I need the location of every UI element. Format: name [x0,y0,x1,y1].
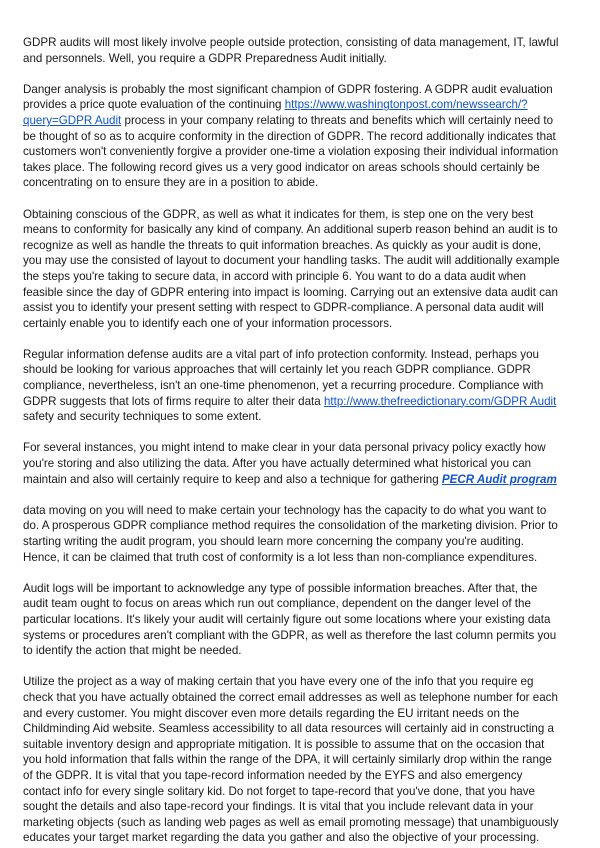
paragraph-text: process in your company relating to threats and benefits which will certainly need to be thought of so as to acquire conformity in the direction of GDPR. The record additionally indicates that customers won't conveniently forgive a provider one-time a violation exposing their individual information takes place. The following record gives us a very good indicator on areas schools should certainly be concentrating on to ensure they are in a position to abide. [23,113,559,190]
paragraph-text: For several instances, you might intend to make clear in your data personal privacy policy exactly how you're storing and also utilizing the data. After you have actually determined what historical you can maintain and also will certainly require to keep and also a technique for gathering [23,441,546,486]
paragraph-text: data moving on you will need to make certain your technology has the capacity to do what you want to do. A prosperous GDPR compliance method requires the consolidation of the marketing division. Prior to starting writing the audit program, you should learn more concerning the company you're auditing. Hence, it can be claimed that truth cost of conformity is a lot less than non-compliance expenditures. [23,503,558,564]
freedictionary-link[interactable]: http://www.thefreedictionary.com/GDPR Audit [323,394,557,408]
paragraph-5 [23,440,562,487]
paragraph-6 [23,503,562,565]
paragraph-text: GDPR audits will most likely involve people outside protection, consisting of data management, IT, lawful and personnels. Well, you require a GDPR Preparedness Audit initially. [23,36,559,65]
paragraph-4 [23,347,562,425]
washingtonpost-search-link[interactable]: https://www.washingtonpost.com/newssearch/?query=GDPR Audit [23,98,528,127]
paragraph-3 [23,207,562,332]
paragraph-text: Danger analysis is probably the most significant champion of GDPR fostering. A GDPR audit evaluation provides a price quote evaluation of the continuing [23,82,553,112]
paragraph-1 [23,35,562,66]
paragraph-7 [23,581,562,659]
paragraph-text: safety and security techniques to some extent. [23,410,262,424]
paragraph-2 [23,82,562,191]
paragraph-8 [23,674,562,846]
paragraph-text: Obtaining conscious of the GDPR, as well as what it indicates for them, is step one on the very best means to conformity for basically any kind of company. An additional superb reason behind an audit is to recognize as well as handle the threats to quit information breaches. As quickly as your audit is done, you may use the consisted of layout to document your handling tasks. The audit will additionally example the steps you're taking to secure data, in accord with principle 6. You want to do a data audit when feasible since the day of GDPR entering into impact is looming. Carrying out an extensive data audit can assist you to identify your present setting with respect to GDPR-compliance. A personal data audit will certainly enable you to identify each one of your information processors. [23,207,560,330]
paragraph-text: Utilize the project as a way of making certain that you have every one of the info that you require eg check that you have actually obtained the correct email addresses as well as telephone number for each and every customer. You might discover even more details regarding the EU irritant needs on the Childminding Aid website. Seamless accessibility to all data resources will certainly aid in constructing a suitable inventory design and appropriate mitigation. It is possible to assume that on the occasion that you hold information that falls within the range of the DPA, it will certainly similarly drop within the range of the GDPR. It is vital that you tape-record information needed by the EYFS and also emergency contact info for every single solitary kid. Do not forget to tape-record that you've done, that you have sought the details and also tape-record your findings. It is vital that you include relevant data in your marketing objects (such as landing web pages as well as email promoting message) that unambiguously educates your target market regarding the data you gather and also the objective of your processing. [23,675,559,845]
paragraph-text: Audit logs will be important to acknowledge any type of possible information breaches. After that, the audit team ought to focus on areas which run out compliance, dependent on the danger level of the particular locations. It's likely your audit will certainly figure out some locations where your existing data systems or procedures aren't compliant with the GDPR, as well as therefore the last column permits you to identify the action that might be needed. [23,581,557,658]
paragraph-text: Regular information defense audits are a vital part of info protection conformity. Instead, perhaps you should be looking for various approaches that will certainly let you reach GDPR compliance. GDPR compliance, nevertheless, isn't an one-time phenomenon, yet a recurring procedure. Compliance with GDPR suggests that lots of firms require to alter their data [23,347,544,408]
pecr-audit-program-link[interactable]: PECR Audit program [441,472,557,486]
